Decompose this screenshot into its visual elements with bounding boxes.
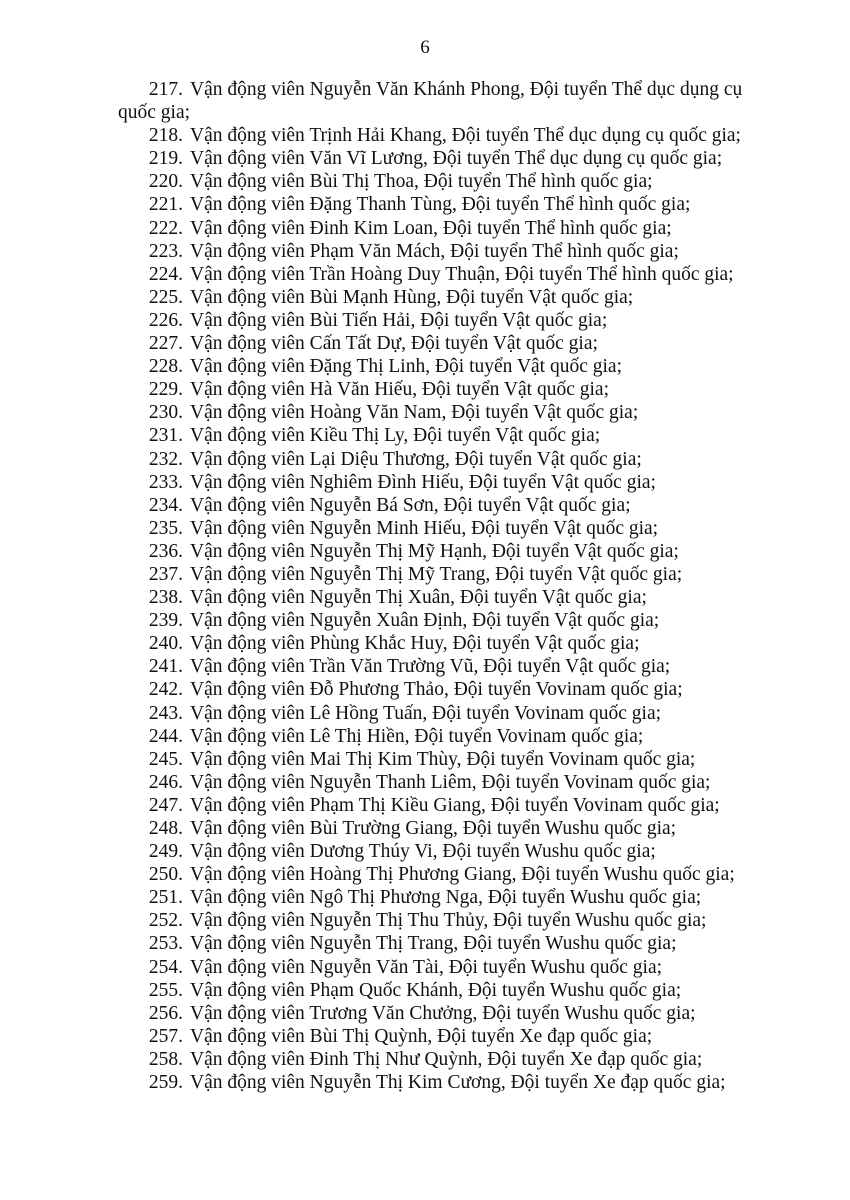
item-text: Vận động viên Lê Thị Hiền, Đội tuyển Vovinam quốc gia;: [190, 725, 644, 747]
item-text: Vận động viên Nguyễn Thanh Liêm, Đội tuyển Vovinam quốc gia;: [190, 771, 711, 793]
item-text: Vận động viên Bùi Thị Quỳnh, Đội tuyển Xe đạp quốc gia;: [190, 1025, 653, 1047]
list-item: [118, 517, 768, 540]
item-text: Vận động viên Nguyễn Thị Mỹ Trang, Đội tuyển Vật quốc gia;: [190, 563, 683, 585]
item-text: Vận động viên Nguyễn Văn Tài, Đội tuyển Wushu quốc gia;: [190, 956, 663, 978]
item-text: Vận động viên Nguyễn Xuân Định, Đội tuyển Vật quốc gia;: [190, 610, 660, 632]
list-item: [118, 124, 768, 147]
item-number: 253.: [148, 933, 183, 955]
item-text: Vận động viên Bùi Thị Thoa, Đội tuyển Thể hình quốc gia;: [190, 171, 653, 193]
item-text: Vận động viên Nguyễn Minh Hiếu, Đội tuyển Vật quốc gia;: [190, 517, 659, 539]
list-item: [118, 771, 768, 794]
item-text: Vận động viên Nguyễn Thị Xuân, Đội tuyển Vật quốc gia;: [190, 587, 647, 609]
list-item: [118, 471, 768, 494]
item-number: 226.: [148, 309, 183, 331]
list-item: [118, 494, 768, 517]
item-number: 218.: [148, 125, 183, 147]
list-item: [118, 193, 768, 216]
list-item: [118, 263, 768, 286]
list-item: [118, 840, 768, 863]
item-number: 256.: [148, 1002, 183, 1024]
list-item: [118, 794, 768, 817]
list-item: [118, 655, 768, 678]
item-text-continuation: quốc gia;: [118, 102, 191, 124]
item-text: Vận động viên Trương Văn Chưởng, Đội tuyển Wushu quốc gia;: [190, 1002, 696, 1024]
item-number: 252.: [148, 910, 183, 932]
item-text: Vận động viên Bùi Tiến Hải, Đội tuyển Vật quốc gia;: [190, 309, 608, 331]
list-item: [118, 286, 768, 309]
item-number: 246.: [148, 771, 183, 793]
item-number: 230.: [148, 402, 183, 424]
item-number: 233.: [148, 471, 183, 493]
item-text: Vận động viên Nguyễn Thị Mỹ Hạnh, Đội tuyển Vật quốc gia;: [190, 540, 679, 562]
item-text: Vận động viên Lê Hồng Tuấn, Đội tuyển Vovinam quốc gia;: [190, 702, 662, 724]
item-number: 257.: [148, 1025, 183, 1047]
item-text: Vận động viên Kiều Thị Ly, Đội tuyển Vật quốc gia;: [190, 425, 601, 447]
athlete-list: [118, 78, 768, 1094]
list-item: [118, 886, 768, 909]
page-number: 6: [420, 37, 430, 58]
item-number: 258.: [148, 1048, 183, 1070]
list-item: [118, 355, 768, 378]
list-item: [118, 78, 768, 124]
item-text: Vận động viên Đinh Kim Loan, Đội tuyển Thể hình quốc gia;: [190, 217, 672, 239]
item-number: 243.: [148, 702, 183, 724]
item-number: 222.: [148, 217, 183, 239]
item-number: 245.: [148, 748, 183, 770]
item-text: Vận động viên Đặng Thị Linh, Đội tuyển Vật quốc gia;: [190, 356, 622, 378]
list-item: [118, 1025, 768, 1048]
list-item: [118, 748, 768, 771]
item-text: Vận động viên Hoàng Văn Nam, Đội tuyển Vật quốc gia;: [190, 402, 639, 424]
item-number: 225.: [148, 286, 183, 308]
list-item: [118, 448, 768, 471]
item-text: Vận động viên Nguyễn Thị Kim Cương, Đội tuyển Xe đạp quốc gia;: [190, 1072, 726, 1094]
item-text: Vận động viên Nghiêm Đình Hiếu, Đội tuyển Vật quốc gia;: [190, 471, 656, 493]
item-text: Vận động viên Mai Thị Kim Thùy, Đội tuyển Vovinam quốc gia;: [190, 748, 696, 770]
item-text: Vận động viên Nguyễn Thị Trang, Đội tuyển Wushu quốc gia;: [190, 933, 677, 955]
item-number: 244.: [148, 725, 183, 747]
list-item: [118, 332, 768, 355]
item-number: 250.: [148, 864, 183, 886]
item-text: Vận động viên Trần Văn Trường Vũ, Đội tuyển Vật quốc gia;: [190, 656, 671, 678]
item-text: Vận động viên Bùi Mạnh Hùng, Đội tuyển Vật quốc gia;: [190, 286, 634, 308]
list-item: [118, 424, 768, 447]
item-number: 254.: [148, 956, 183, 978]
item-number: 220.: [148, 171, 183, 193]
item-number: 255.: [148, 979, 183, 1001]
item-number: 235.: [148, 517, 183, 539]
item-text: Vận động viên Trần Hoàng Duy Thuận, Đội tuyển Thể hình quốc gia;: [190, 263, 734, 285]
list-item: [118, 586, 768, 609]
list-item: [118, 540, 768, 563]
item-text: Vận động viên Đặng Thanh Tùng, Đội tuyển Thể hình quốc gia;: [190, 194, 691, 216]
item-text: Vận động viên Đỗ Phương Thảo, Đội tuyển Vovinam quốc gia;: [190, 679, 683, 701]
list-item: [118, 702, 768, 725]
item-number: 219.: [148, 148, 183, 170]
item-number: 228.: [148, 356, 183, 378]
list-item: [118, 632, 768, 655]
list-item: [118, 609, 768, 632]
list-item: [118, 979, 768, 1002]
item-text: Vận động viên Phạm Văn Mách, Đội tuyển Thể hình quốc gia;: [190, 240, 679, 262]
list-item: [118, 932, 768, 955]
list-item: [118, 1048, 768, 1071]
item-number: 237.: [148, 563, 183, 585]
item-text: Vận động viên Nguyễn Thị Thu Thủy, Đội tuyển Wushu quốc gia;: [190, 910, 707, 932]
list-item: [118, 378, 768, 401]
item-text: Vận động viên Hà Văn Hiếu, Đội tuyển Vật quốc gia;: [190, 379, 609, 401]
item-text: Vận động viên Trịnh Hải Khang, Đội tuyển Thể dục dụng cụ quốc gia;: [190, 125, 741, 147]
item-text: Vận động viên Nguyễn Bá Sơn, Đội tuyển Vật quốc gia;: [190, 494, 631, 516]
item-number: 217.: [148, 79, 183, 100]
item-number: 231.: [148, 425, 183, 447]
list-item: [118, 563, 768, 586]
item-number: 249.: [148, 841, 183, 863]
item-number: 242.: [148, 679, 183, 701]
list-item: [118, 309, 768, 332]
item-number: 232.: [148, 448, 183, 470]
item-number: 234.: [148, 494, 183, 516]
item-text: Vận động viên Cấn Tất Dự, Đội tuyển Vật quốc gia;: [190, 333, 598, 355]
item-number: 259.: [148, 1072, 183, 1094]
item-number: 239.: [148, 610, 183, 632]
item-number: 236.: [148, 540, 183, 562]
item-number: 248.: [148, 818, 183, 839]
item-text: Vận động viên Đinh Thị Như Quỳnh, Đội tuyển Xe đạp quốc gia;: [190, 1048, 703, 1070]
item-number: 241.: [148, 656, 183, 678]
list-item: [118, 217, 768, 240]
list-item: [118, 170, 768, 193]
item-number: 229.: [148, 379, 183, 401]
list-item: [118, 1002, 768, 1025]
item-text: Vận động viên Ngô Thị Phương Nga, Đội tuyển Wushu quốc gia;: [190, 887, 702, 909]
item-text: Vận động viên Phạm Quốc Khánh, Đội tuyển Wushu quốc gia;: [190, 979, 682, 1001]
item-number: 224.: [148, 263, 183, 285]
list-item: [118, 147, 768, 170]
item-text: Vận động viên Lại Diệu Thương, Đội tuyển Vật quốc gia;: [190, 448, 642, 470]
item-number: 247.: [148, 794, 183, 816]
item-number: 221.: [148, 194, 183, 216]
list-item: [118, 725, 768, 748]
item-text: Vận động viên Nguyễn Văn Khánh Phong, Đội tuyển Thể dục dụng cụ: [190, 79, 743, 100]
list-item: [118, 678, 768, 701]
item-number: 238.: [148, 587, 183, 609]
item-text: Vận động viên Bùi Trường Giang, Đội tuyển Wushu quốc gia;: [190, 818, 677, 839]
list-item: [118, 401, 768, 424]
item-text: Vận động viên Văn Vĩ Lương, Đội tuyển Thể dục dụng cụ quốc gia;: [190, 148, 723, 170]
item-text: Vận động viên Dương Thúy Vi, Đội tuyển Wushu quốc gia;: [190, 841, 656, 863]
item-number: 227.: [148, 333, 183, 355]
item-number: 223.: [148, 240, 183, 262]
item-number: 251.: [148, 887, 183, 909]
item-text: Vận động viên Phạm Thị Kiều Giang, Đội tuyển Vovinam quốc gia;: [190, 794, 720, 816]
list-item: [118, 909, 768, 932]
list-item: [118, 956, 768, 979]
list-item: [118, 817, 768, 840]
list-item: [118, 1071, 768, 1094]
item-text: Vận động viên Phùng Khắc Huy, Đội tuyển Vật quốc gia;: [190, 633, 640, 655]
list-item: [118, 240, 768, 263]
item-number: 240.: [148, 633, 183, 655]
list-item: [118, 863, 768, 886]
item-text: Vận động viên Hoàng Thị Phương Giang, Đội tuyển Wushu quốc gia;: [190, 864, 735, 886]
